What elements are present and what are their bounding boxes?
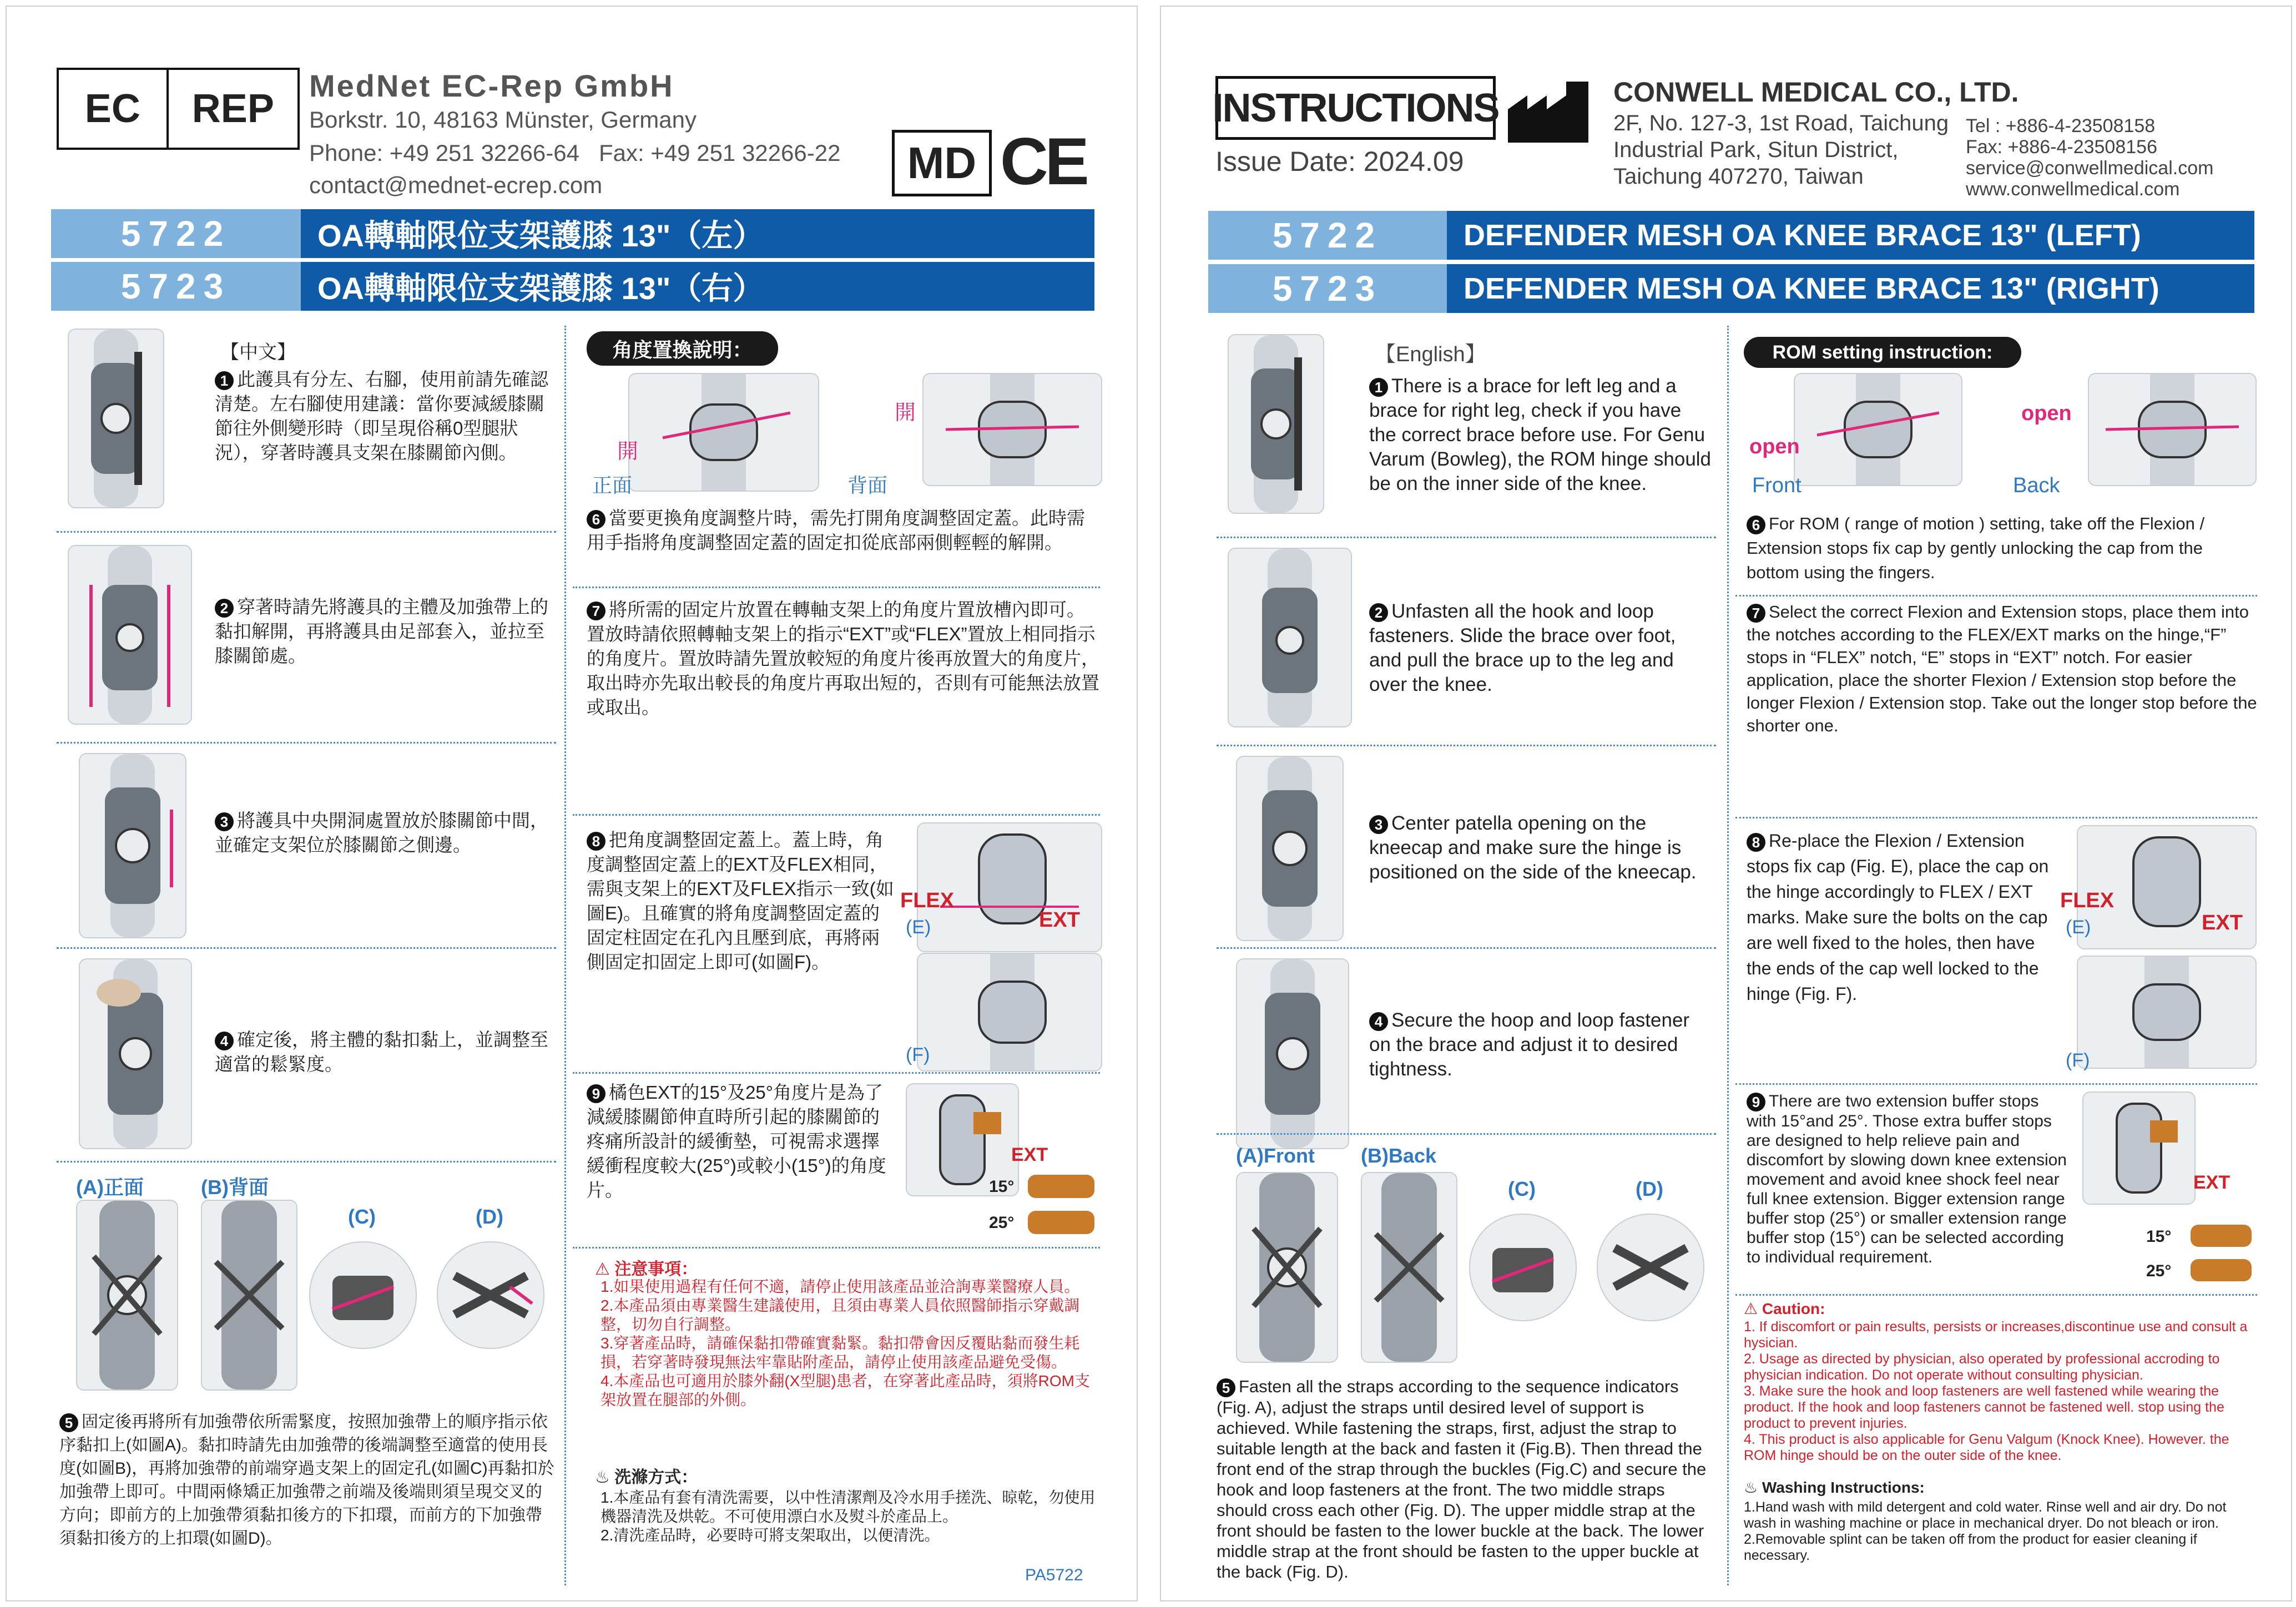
manufacturer-icon bbox=[1505, 79, 1594, 145]
fig-b-label: (B)Back bbox=[1361, 1144, 1437, 1167]
buffer-15-icon bbox=[2191, 1225, 2252, 1247]
lang-label-zh: 【中文】 bbox=[220, 342, 296, 363]
caution-item: 3. Make sure the hook and loop fasteners are well fastened while wearing the product. If the hook and loop fasteners cannot be fastened well. stop using the product to prevent injuries. bbox=[1744, 1383, 2224, 1431]
row-divider bbox=[1217, 537, 1716, 538]
caution-item: 2.本產品須由專業醫生建議使用，且須由專業人員依照醫師指示穿戴調整，切勿自行調整。 bbox=[601, 1297, 1080, 1333]
fig-b-back bbox=[1361, 1172, 1457, 1363]
manufacturer-name: CONWELL MEDICAL CO., LTD. bbox=[1613, 77, 2019, 108]
wash-title bbox=[595, 1463, 698, 1488]
step-5 bbox=[1217, 1376, 1716, 1582]
step-number: 7 bbox=[1747, 604, 1765, 623]
step-number: 9 bbox=[587, 1084, 605, 1103]
wash-item: 2.Removable splint can be taken off from the product for easier cleaning if necessary. bbox=[1744, 1532, 2197, 1563]
step-3 bbox=[1369, 811, 1713, 885]
step-6 bbox=[587, 506, 1103, 555]
english-page bbox=[1160, 6, 2292, 1601]
row-divider bbox=[57, 1161, 556, 1163]
rep-label: REP bbox=[191, 87, 274, 131]
fig-f-label: (F) bbox=[2066, 1050, 2090, 1071]
ec-label: EC bbox=[59, 70, 169, 148]
ext-label: EXT bbox=[2202, 911, 2243, 934]
fig-c-label: (C) bbox=[348, 1205, 376, 1228]
step-9 bbox=[587, 1080, 897, 1202]
column-divider bbox=[1727, 326, 1729, 1585]
rom-back-illustration bbox=[922, 373, 1102, 486]
step-2 bbox=[1369, 599, 1713, 697]
fig-d-cross bbox=[437, 1241, 544, 1349]
fig-d-label: (D) bbox=[1636, 1178, 1663, 1200]
step-number: 5 bbox=[59, 1413, 78, 1432]
step-text: For ROM ( range of motion ) setting, take off the Flexion / Extension stops fix cap by gently unlocking the cap from the bottom using the fingers. bbox=[1747, 514, 2205, 582]
deg15-label: 15° bbox=[989, 1178, 1015, 1196]
manufacturer-tel: Tel : +886-4-23508158 bbox=[1966, 115, 2156, 137]
row-divider bbox=[573, 587, 1100, 588]
caution-item: 2. Usage as directed by physician, also operated by professional accroding to physician indication. Do not operate without consulting physician. bbox=[1744, 1351, 2220, 1383]
step-number: 4 bbox=[1369, 1012, 1388, 1031]
step-2 bbox=[215, 595, 553, 668]
fig-a-label: (A)Front bbox=[1236, 1144, 1315, 1167]
rom-front-illustration bbox=[1794, 373, 1962, 486]
step4-illustration bbox=[79, 958, 192, 1149]
caution-item: 1.如果使用過程有任何不適，請停止使用該產品並洽詢專業醫療人員。 bbox=[601, 1278, 1080, 1295]
step-number: 4 bbox=[215, 1032, 234, 1050]
step-8 bbox=[1747, 828, 2057, 1007]
fig-e-illustration bbox=[917, 822, 1102, 952]
step-number: 7 bbox=[587, 602, 605, 620]
step1-illustration bbox=[68, 329, 164, 508]
caution-list bbox=[601, 1277, 1100, 1409]
step-text: Center patella opening on the kneecap and make sure the hinge is positioned on the side of the kneecap. bbox=[1369, 812, 1697, 883]
product-band-5723 bbox=[51, 262, 1094, 311]
step-text: 將護具中央開洞處置放於膝關節中間，並確定支架位於膝關節之側邊。 bbox=[215, 810, 548, 855]
document-code: PA5722 bbox=[1025, 1566, 1083, 1584]
step-number: 9 bbox=[1747, 1093, 1765, 1111]
row-divider bbox=[1735, 1083, 2257, 1085]
step-3 bbox=[215, 808, 553, 857]
fig-a-front bbox=[1236, 1172, 1338, 1363]
row-divider bbox=[1735, 1294, 2257, 1296]
row-divider bbox=[1217, 947, 1716, 949]
wash-item: 2.清洗產品時，必要時可將支架取出，以便清洗。 bbox=[601, 1527, 940, 1544]
product-title: DEFENDER MESH OA KNEE BRACE 13" (LEFT) bbox=[1447, 211, 2254, 260]
deg25-label: 25° bbox=[989, 1214, 1015, 1232]
rom-open-label: 開 bbox=[617, 440, 639, 463]
fig-a-label: (A)正面 bbox=[76, 1176, 144, 1199]
step-number: 2 bbox=[215, 599, 234, 618]
fig-b-back bbox=[201, 1200, 297, 1391]
step3-illustration bbox=[79, 753, 186, 938]
ec-rep-address: Borkstr. 10, 48163 Münster, Germany bbox=[309, 107, 697, 133]
step2-illustration bbox=[68, 545, 192, 725]
lang-label-en: 【English】 bbox=[1375, 343, 1486, 366]
step-text: 把角度調整固定蓋上。蓋上時，角度調整固定蓋上的EXT及FLEX相同，需與支架上的EXT及FLEX指示一致(如圖E)。且確實的將角度調整固定蓋的固定柱固定在孔內且壓到底，再將兩側固定扣固定上即可(如圖F)。 bbox=[587, 830, 894, 972]
row-divider bbox=[573, 1072, 1100, 1074]
caution-item: 4.本產品也可適用於膝外翻(X型腿)患者，在穿著此產品時，須將ROM支架放置在腿部的外側。 bbox=[601, 1372, 1091, 1408]
step-text: Secure the hoop and loop fastener on the brace and adjust it to desired tightness. bbox=[1369, 1009, 1690, 1080]
wash-list bbox=[1744, 1499, 2254, 1564]
step-number: 8 bbox=[587, 832, 605, 851]
wash-item: 1.本產品有套有清洗需要，以中性清潔劑及冷水用手搓洗、晾乾，勿使用機器清洗及烘乾。不可使用漂白水及熨斗於產品上。 bbox=[601, 1489, 1096, 1525]
step-8 bbox=[587, 828, 897, 974]
warning-icon: ⚠ bbox=[1744, 1300, 1758, 1317]
step-text: Fasten all the straps according to the sequence indicators (Fig. A), adjust the straps until desired level of support is achieved. While fastening the straps, first, adjust the strap to suitable length at the back and fasten it (Fig.B). Then thread the front end of the strap through the buckles (Fig.C) and secure the hook and loop fasteners at the front. The two middle straps should cross each other (Fig. D). The upper middle strap at the front should be fasten to the lower buckle at the back. The lower middle strap at the front should be fasten to the upper buckle at the back (Fig. D). bbox=[1217, 1377, 1707, 1581]
caution-item: 4. This product is also applicable for Genu Valgum (Knock Knee). However. the ROM hinge should be on the outer side of the knee. bbox=[1744, 1432, 2229, 1463]
fig-f-illustration bbox=[917, 953, 1102, 1072]
manufacturer-web: www.conwellmedical.com bbox=[1966, 179, 2180, 200]
step-number: 3 bbox=[215, 812, 234, 831]
step-text: 此護具有分左、右腳，使用前請先確認清楚。左右腳使用建議：當你要減緩膝關節往外側變形時（即呈現俗稱0型腿狀況），穿著時護具支架在膝關節內側。 bbox=[215, 369, 548, 463]
fig-c-label: (C) bbox=[1508, 1178, 1536, 1200]
row-divider bbox=[1217, 745, 1716, 746]
fig-e-label: (E) bbox=[2066, 917, 2091, 938]
product-code: 5722 bbox=[1208, 211, 1447, 260]
fig-c-buckle bbox=[309, 1241, 417, 1349]
manufacturer-email: service@conwellmedical.com bbox=[1966, 158, 2214, 179]
ce-mark: CE bbox=[1000, 124, 1086, 199]
rom-title-pill: ROM setting instruction: bbox=[1744, 337, 2021, 368]
ec-rep-email: contact@mednet-ecrep.com bbox=[309, 172, 603, 198]
buffer-15-icon bbox=[1028, 1175, 1094, 1198]
fig-e-label: (E) bbox=[906, 917, 931, 938]
step-text: 確定後，將主體的黏扣黏上，並調整至適當的鬆緊度。 bbox=[215, 1029, 548, 1074]
step-number: 6 bbox=[587, 510, 605, 529]
step-number: 1 bbox=[1369, 378, 1388, 397]
manufacturer-addr2: Industrial Park, Situn District, bbox=[1613, 138, 1899, 162]
fig-f-illustration bbox=[2077, 956, 2257, 1069]
step-9 bbox=[1747, 1091, 2068, 1267]
issue-date: Issue Date: 2024.09 bbox=[1215, 146, 1464, 177]
step-number: 2 bbox=[1369, 603, 1388, 622]
md-mark bbox=[892, 130, 992, 196]
product-band-5722 bbox=[1208, 211, 2254, 260]
product-title: OA轉軸限位支架護膝 13"（右） bbox=[301, 262, 1094, 311]
rom-back-label: 背面 bbox=[847, 474, 888, 497]
wash-title-text: Washing Instructions: bbox=[1762, 1479, 1925, 1496]
ext-label: EXT bbox=[1039, 908, 1080, 932]
step-number: 6 bbox=[1747, 516, 1765, 534]
step4-illustration bbox=[1236, 958, 1349, 1149]
rom-open-label: open bbox=[2021, 402, 2072, 425]
product-title: OA轉軸限位支架護膝 13"（左） bbox=[301, 209, 1094, 258]
wash-basin-icon: ♨ bbox=[1744, 1479, 1758, 1496]
product-code: 5722 bbox=[51, 209, 301, 258]
row-divider bbox=[57, 742, 556, 744]
chinese-page bbox=[6, 6, 1138, 1601]
wash-title-text: 洗滌方式： bbox=[614, 1468, 698, 1487]
row-divider bbox=[1217, 1133, 1716, 1135]
wash-item: 1.Hand wash with mild detergent and cold water. Rinse well and air dry. Do not wash in washing machine or place in mechanical dryer. Do not bleach or iron. bbox=[1744, 1499, 2227, 1531]
step-text: Re-place the Flexion / Extension stops fix cap (Fig. E), place the cap on the hinge accordingly to FLEX / EXT marks. Make sure the bolts on the cap are well fixed to the holes, then have the ends of the cap well locked to the hinge (Fig. F). bbox=[1747, 831, 2049, 1004]
step-text: There is a brace for left leg and a brace for right leg, check if you have the correct brace before use. For Genu Varum (Bowleg), the ROM hinge should be on the inner side of the knee. bbox=[1369, 375, 1712, 494]
step-7 bbox=[1747, 600, 2257, 737]
md-text: MD bbox=[907, 138, 977, 188]
fig-a-front bbox=[76, 1200, 178, 1391]
caution-title bbox=[595, 1255, 698, 1280]
fig-f-label: (F) bbox=[906, 1044, 930, 1065]
product-code: 5723 bbox=[51, 262, 301, 311]
step-text: 穿著時請先將護具的主體及加強帶上的黏扣解開，再將護具由足部套入，並拉至膝關節處。 bbox=[215, 597, 548, 666]
fig-c-buckle bbox=[1469, 1214, 1577, 1321]
wash-title bbox=[1744, 1478, 1925, 1497]
caution-title-text: Caution: bbox=[1762, 1300, 1825, 1317]
step2-illustration bbox=[1228, 548, 1352, 727]
instructions-box bbox=[1212, 76, 1499, 140]
buffer-25-icon bbox=[2191, 1259, 2252, 1281]
ext-label: EXT bbox=[1011, 1144, 1048, 1165]
step-number: 5 bbox=[1217, 1378, 1235, 1397]
manufacturer-addr3: Taichung 407270, Taiwan bbox=[1613, 164, 1864, 189]
ec-rep-box bbox=[57, 68, 300, 150]
wash-list bbox=[601, 1488, 1100, 1545]
row-divider bbox=[1735, 817, 2257, 818]
step-4 bbox=[215, 1028, 553, 1077]
step-1 bbox=[1369, 374, 1713, 496]
ec-rep-phone: Phone: +49 251 32266-64 Fax: +49 251 32266-22 bbox=[309, 140, 841, 166]
product-band-5723 bbox=[1208, 264, 2254, 313]
fig-d-label: (D) bbox=[476, 1205, 503, 1228]
step-6 bbox=[1747, 512, 2257, 585]
step-4 bbox=[1369, 1008, 1713, 1082]
step-7 bbox=[587, 598, 1103, 720]
rom-open-label: 開 bbox=[895, 401, 916, 425]
step-text: 固定後再將所有加強帶依所需緊度，按照加強帶上的順序指示依序黏扣上(如圖A)。黏扣時請先由加強帶的後端調整至適當的使用長度(如圖B)，再將加強帶的前端穿過支架上的固定孔(如圖C)再黏扣於加強帶上即可。中間兩條矯正加強帶之前端及後端則須呈現交叉的方向；即前方的上加強帶須黏扣後方的下扣環，而前方的下加強帶須黏扣後方的上扣環(如圖D)。 bbox=[59, 1413, 554, 1548]
step-number: 1 bbox=[215, 371, 234, 390]
wash-basin-icon: ♨ bbox=[595, 1468, 610, 1487]
manufacturer-addr1: 2F, No. 127-3, 1st Road, Taichung bbox=[1613, 111, 1949, 135]
caution-title bbox=[1744, 1300, 1825, 1318]
deg15-label: 15° bbox=[2146, 1227, 2172, 1246]
rom-back-label: Back bbox=[2013, 474, 2060, 497]
rom-front-label: Front bbox=[1752, 474, 1802, 497]
step1-illustration bbox=[1228, 334, 1324, 514]
deg25-label: 25° bbox=[2146, 1262, 2172, 1280]
caution-title-text: 注意事項： bbox=[614, 1260, 698, 1278]
step3-illustration bbox=[1236, 756, 1344, 941]
caution-list bbox=[1744, 1319, 2254, 1464]
rom-front-illustration bbox=[628, 373, 819, 492]
rom-open-label: open bbox=[1749, 435, 1800, 458]
row-divider bbox=[573, 814, 1100, 816]
step-text: Unfasten all the hook and loop fasteners. Slide the brace over foot, and pull the brace up to the leg and over the knee. bbox=[1369, 600, 1676, 695]
step-text: 當要更換角度調整片時，需先打開角度調整固定蓋。此時需用手指將角度調整固定蓋的固定扣從底部兩側輕輕的解開。 bbox=[587, 508, 1085, 553]
row-divider bbox=[57, 531, 556, 533]
product-title: DEFENDER MESH OA KNEE BRACE 13" (RIGHT) bbox=[1447, 264, 2254, 313]
rom-title-pill: 角度置換說明： bbox=[587, 331, 778, 366]
rom-front-label: 正面 bbox=[592, 474, 633, 497]
fig-d-cross bbox=[1597, 1214, 1704, 1321]
buffer-stop-illustration bbox=[2082, 1091, 2196, 1205]
manufacturer-fax: Fax: +886-4-23508156 bbox=[1966, 137, 2157, 158]
flex-label: FLEX bbox=[900, 889, 955, 912]
step-number: 3 bbox=[1369, 815, 1388, 834]
row-divider bbox=[57, 947, 556, 949]
caution-item: 3.穿著產品時，請確保黏扣帶確實黏緊。黏扣帶會因反覆貼黏而發生耗損，若穿著時發現無法牢靠貼附產品，請停止使用該產品避免受傷。 bbox=[601, 1335, 1080, 1371]
step-text: Select the correct Flexion and Extension stops, place them into the notches according to the FLEX/EXT marks on the hinge,“F” stops in “FLEX” notch, “E” stops in “EXT” notch. For easier application, place the shorter Flexion / Extension stop before the longer Flexion / Extension stop. Take out the longer stop before the shorter one. bbox=[1747, 602, 2257, 735]
step-text: 將所需的固定片放置在轉軸支架上的角度片置放槽內即可。置放時請依照轉軸支架上的指示“EXT”或“FLEX”置放上相同指示的角度片。置放時請先置放較短的角度片後再放置大的角度片，取出時亦先取出較長的角度片再取出短的，否則有可能無法放置或取出。 bbox=[587, 599, 1099, 717]
step-text: 橘色EXT的15°及25°角度片是為了減緩膝關節伸直時所引起的膝關節的疼痛所設計的緩衝墊，可視需求選擇緩衝程度較大(25°)或較小(15°)的角度片。 bbox=[587, 1082, 886, 1200]
step-5 bbox=[59, 1411, 556, 1550]
row-divider bbox=[573, 1247, 1100, 1249]
column-divider bbox=[564, 326, 566, 1585]
ec-rep-company-name: MedNet EC-Rep GmbH bbox=[309, 68, 674, 103]
warning-icon: ⚠ bbox=[595, 1260, 610, 1278]
step-number: 8 bbox=[1747, 833, 1765, 852]
product-band-5722 bbox=[51, 209, 1094, 258]
step-text: There are two extension buffer stops with 15°and 25°. Those extra buffer stops are designed to help relieve pain and discomfort by slowing down knee extension movement and avoid knee shock feel near full knee extension. Bigger extension range buffer stop (25°) or smaller extension range buffer stop (15°) can be selected according to individual requirement. bbox=[1747, 1092, 2067, 1267]
caution-item: 1. If discomfort or pain results, persists or increases,discontinue use and consult a hysician. bbox=[1744, 1319, 2248, 1351]
row-divider bbox=[1735, 595, 2257, 597]
rom-back-illustration bbox=[2088, 373, 2257, 486]
instructions-title: INSTRUCTIONS bbox=[1212, 85, 1499, 130]
fig-b-label: (B)背面 bbox=[201, 1176, 269, 1199]
buffer-25-icon bbox=[1028, 1211, 1094, 1234]
product-code: 5723 bbox=[1208, 264, 1447, 313]
ext-label: EXT bbox=[2193, 1172, 2231, 1193]
step-1 bbox=[215, 367, 553, 465]
flex-label: FLEX bbox=[2060, 889, 2115, 912]
